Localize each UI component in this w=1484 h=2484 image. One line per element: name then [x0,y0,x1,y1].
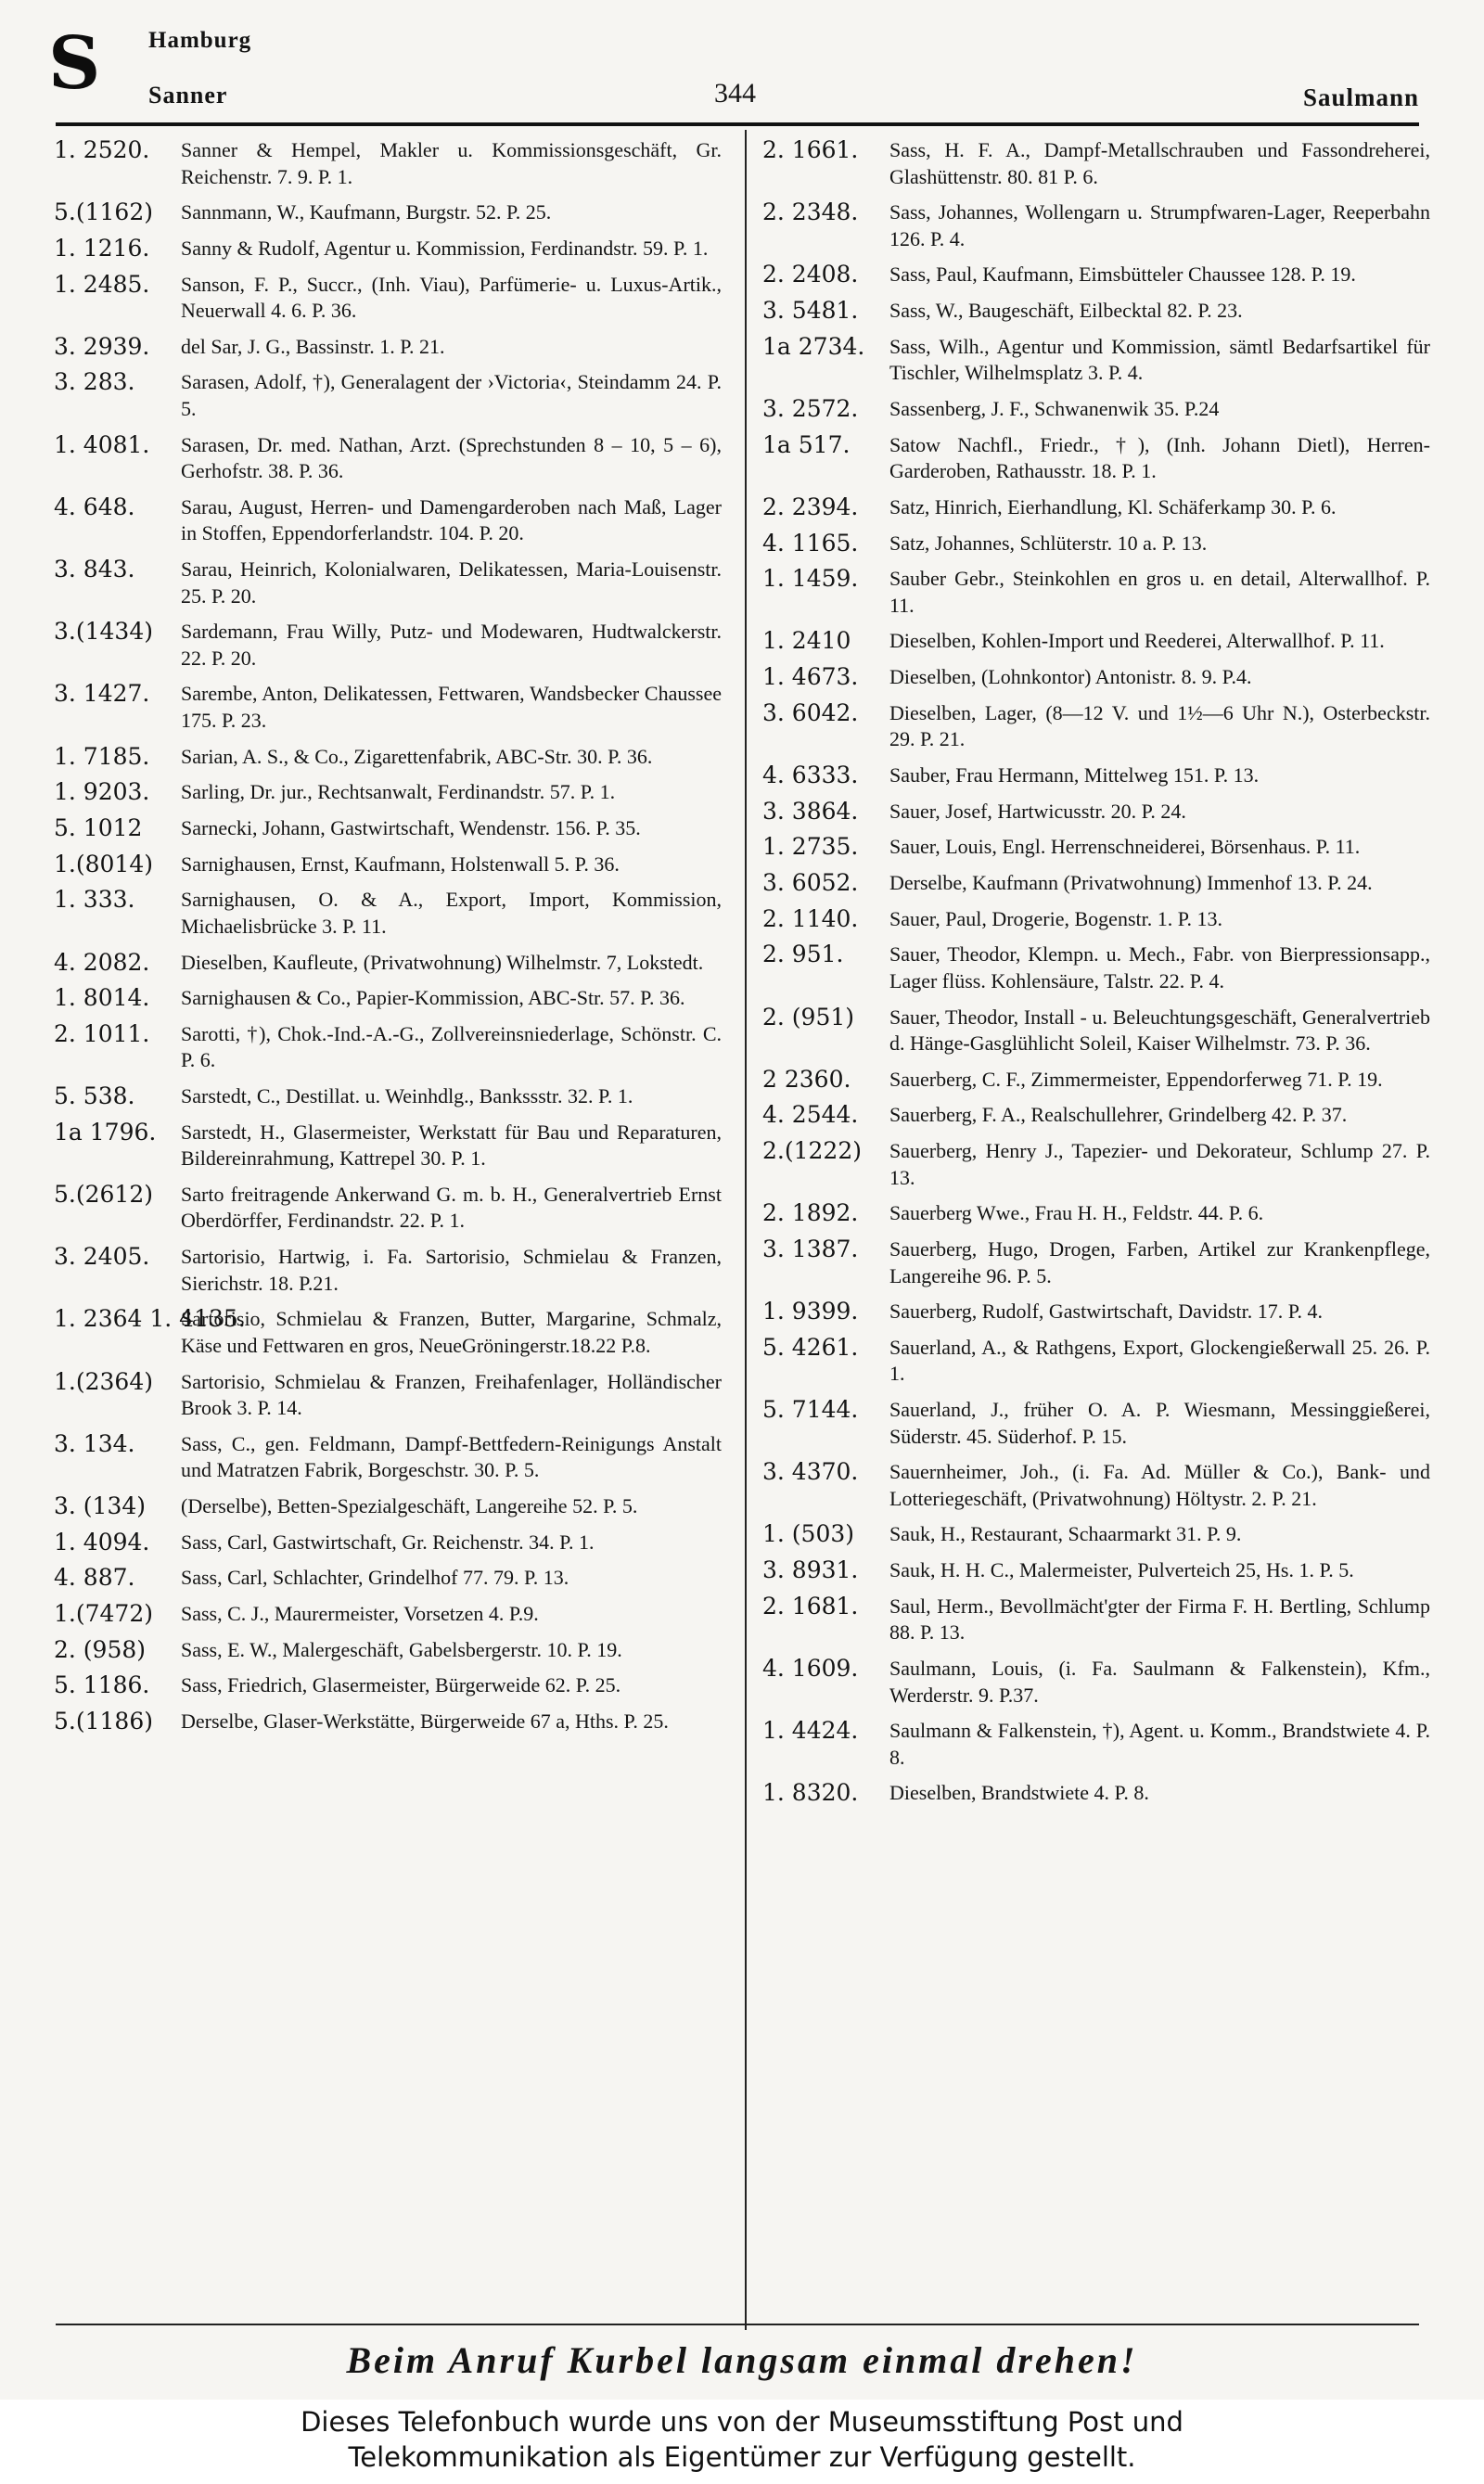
directory-entry [54,1244,722,1297]
entry-text: Sarau, Heinrich, Kolonialwaren, Delikatessen, Maria-Louisenstr. 25. P. 20. [181,557,722,608]
phone-number: 1.(8014) [54,850,153,877]
directory-entry [54,1530,722,1556]
entry-text: Sauer, Theodor, Klempn. u. Mech., Fabr. von Bierpressionsapp., Lager flüss. Kohlensäure, Talstr. 22. P. 4. [889,942,1430,992]
phone-number: 3. 283. [54,368,135,396]
directory-entry [762,262,1430,288]
phone-number: 3. 1387. [762,1236,859,1262]
right-column [762,137,1430,1816]
entry-text: Sass, Friedrich, Glasermeister, Bürgerweide 62. P. 25. [181,1673,621,1697]
phone-number: 3. 2572. [762,394,859,422]
phone-number: 1a 517. [762,430,851,458]
directory-entry [762,628,1430,655]
entry-text: Sauerberg, C. F., Zimmermeister, Eppendorferweg 71. P. 19. [889,1067,1383,1091]
phone-number: 5.(1186) [54,1708,153,1735]
phone-number: 4. 887. [54,1564,135,1592]
left-column [54,137,722,1745]
entry-text: Sarnighausen & Co., Papier-Kommission, ABC-Str. 57. P. 36. [181,986,685,1010]
directory-entry [54,137,722,190]
phone-number: 4. 648. [54,493,135,520]
directory-entry [762,1067,1430,1094]
phone-number: 1. 2364 1. 4135. [54,1305,246,1333]
phone-number: 4. 1609. [762,1655,859,1682]
phone-number: 3. 8931. [762,1556,859,1584]
directory-entry [762,1102,1430,1129]
phone-number: 3. (134) [54,1492,147,1519]
phone-number: 2. 2394. [762,493,859,520]
entry-text: Sannmann, W., Kaufmann, Burgstr. 52. P. 25. [181,200,552,224]
phone-number: 2. (958) [54,1635,147,1663]
entry-text: Derselbe, Kaufmann (Privatwohnung) Immenhof 13. P. 24. [889,871,1373,894]
phone-number: 1. 1216. [54,234,150,262]
entry-text: Sauk, H. H. C., Malermeister, Pulverteich 25, Hs. 1. P. 5. [889,1558,1354,1582]
directory-entry [762,334,1430,387]
phone-number: 1.(2364) [54,1367,153,1395]
entry-text: Sarling, Dr. jur., Rechtsanwalt, Ferdinandstr. 57. P. 1. [181,780,616,804]
directory-entry [762,1594,1430,1646]
directory-entry [54,1120,722,1172]
phone-number: 3. 4370. [762,1458,859,1486]
entry-text: (Derselbe), Betten-Spezialgeschäft, Langereihe 52. P. 5. [181,1493,638,1517]
phone-number: 3. 5481. [762,297,859,325]
phone-number: 1. 333. [54,886,135,914]
entry-text: Sarnecki, Johann, Gastwirtschaft, Wendenstr. 156. P. 35. [181,815,641,839]
phone-number: 4. 2082. [54,948,150,976]
phone-number: 1. 7185. [54,742,150,770]
directory-entry [762,531,1430,557]
footer-rule [56,2324,1419,2325]
entry-text: Sarau, August, Herren- und Damengarderoben nach Maß, Lager in Stoffen, Eppendorferlandstr. 104. P. 20. [181,494,722,545]
directory-entry [762,1138,1430,1191]
phone-number: 1. 4424. [762,1717,859,1745]
directory-entry [762,1718,1430,1771]
phone-number: 2. 2408. [762,261,859,288]
directory-entry [762,432,1430,485]
entry-text: Sarto freitragende Ankerwand G. m. b. H., Generalvertrieb Ernst Oberdörffer, Ferdinandstr. 22. P. 1. [181,1182,722,1233]
phone-number: 1. 4673. [762,663,859,691]
entry-text: Sardemann, Frau Willy, Putz- und Modewaren, Hudtwalckerstr. 22. P. 20. [181,620,722,670]
entry-text: Sauer, Josef, Hartwicusstr. 20. P. 24. [889,799,1186,823]
directory-entry [54,1182,722,1235]
directory-entry [54,494,722,547]
phone-number: 5. 4261. [762,1333,859,1361]
entry-text: Dieselben, (Lohnkontor) Antonistr. 8. 9. P.4. [889,665,1252,689]
directory-entry [54,887,722,940]
directory-entry [54,1601,722,1628]
phone-number: 2. 951. [762,941,844,968]
entry-text: Dieselben, Kohlen-Import und Reederei, Alterwallhof. P. 11. [889,629,1385,653]
phone-number: 3. 6052. [762,869,859,896]
entry-text: Sauber Gebr., Steinkohlen en gros u. en detail, Alterwallhof. P. 11. [889,567,1430,617]
directory-entry [762,396,1430,423]
directory-entry [54,1493,722,1520]
directory-entry [762,494,1430,521]
directory-entry [54,1306,722,1359]
phone-number: 2 2360. [762,1065,851,1093]
entry-text: Sauerland, J., früher O. A. P. Wiesmann, Messinggießerei, Süderstr. 45. Süderhof. P. 15. [889,1398,1430,1448]
phone-number: 4. 2544. [762,1101,859,1129]
entry-text: Sarnighausen, O. & A., Export, Import, Kommission, Michaelisbrücke 3. P. 11. [181,888,722,938]
directory-entry [762,1459,1430,1512]
directory-entry [54,199,722,226]
phone-number: 3. 2939. [54,332,150,360]
phone-number: 1. 2520. [54,136,150,163]
entry-text: Saulmann & Falkenstein, †), Agent. u. Komm., Brandstwiete 4. P. 8. [889,1719,1430,1769]
entry-text: Sarotti, †), Chok.-Ind.-A.-G., Zollvereinsniederlage, Schönstr. C. P. 6. [181,1021,722,1072]
phone-number: 1. 9203. [54,778,150,806]
entry-text: Satz, Johannes, Schlüterstr. 10 a. P. 13. [889,531,1208,555]
entry-text: Sartorisio, Hartwig, i. Fa. Sartorisio, Schmielau & Franzen, Sierichstr. 18. P.21. [181,1245,722,1295]
directory-entry [762,1780,1430,1807]
phone-number: 2. 1892. [762,1199,859,1227]
directory-entry [54,1083,722,1110]
directory-entry [762,906,1430,933]
phone-number: 1. 8014. [54,984,150,1012]
directory-entry [762,834,1430,861]
directory-entry [762,941,1430,994]
first-name-guide: Sanner [148,82,228,109]
phone-number: 3. 134. [54,1429,135,1457]
city-heading: Hamburg [148,28,252,53]
directory-entry [54,681,722,734]
entry-text: Sarembe, Anton, Delikatessen, Fettwaren, Wandsbecker Chaussee 175. P. 23. [181,682,722,732]
directory-entry [762,664,1430,691]
directory-entry [54,272,722,325]
entry-text: Sartorisio, Schmielau & Franzen, Butter, Margarine, Schmalz, Käse und Fettwaren en gros, NeueGröningerstr.18.22 P.8. [181,1307,722,1357]
entry-text: Sauk, H., Restaurant, Schaarmarkt 31. P. 9. [889,1522,1242,1546]
entry-text: Sauerberg, F. A., Realschullehrer, Grindelberg 42. P. 37. [889,1103,1348,1127]
entry-text: Sass, Wilh., Agentur und Kommission, sämtl Bedarfsartikel für Tischler, Wilhelmsplatz 3. P. 4. [889,334,1430,385]
phone-number: 1. 4094. [54,1528,150,1556]
directory-entry [54,1431,722,1484]
directory-entry [54,369,722,422]
phone-number: 2. 1140. [762,904,859,932]
directory-entry [54,334,722,361]
directory-entry [54,1565,722,1592]
section-letter: S [48,21,101,106]
directory-entry [54,1369,722,1422]
directory-entry [54,815,722,842]
entry-text: Sassenberg, J. F., Schwanenwik 35. P.24 [889,396,1220,420]
last-name-guide: Saulmann [1302,83,1419,111]
entry-text: Sanny & Rudolf, Agentur u. Kommission, Ferdinandstr. 59. P. 1. [181,236,709,260]
entry-text: Sass, Johannes, Wollengarn u. Strumpfwaren-Lager, Reeperbahn 126. P. 4. [889,200,1430,250]
entry-text: Sass, E. W., Malergeschäft, Gabelsbergerstr. 10. P. 19. [181,1637,622,1661]
entry-text: Sass, Carl, Schlachter, Grindelhof 77. 79. P. 13. [181,1566,569,1590]
directory-entry [54,432,722,485]
phone-number: 3. 2405. [54,1243,150,1271]
entry-text: Sarasen, Adolf, †), Generalagent der ›Victoria‹, Steindamm 24. P. 5. [181,370,722,420]
directory-entry [762,1557,1430,1584]
phone-number: 5. 1186. [54,1671,150,1699]
column-divider [745,130,747,2330]
entry-text: Sarstedt, H., Glasermeister, Werkstatt für Bau und Reparaturen, Bildereinrahmung, Kattrepel 30. P. 1. [181,1120,722,1171]
phone-number: 4. 1165. [762,529,859,557]
phone-number: 5. 538. [54,1082,135,1110]
directory-entry [762,1236,1430,1289]
directory-entry [762,1005,1430,1057]
entry-text: Sauber, Frau Hermann, Mittelweg 151. P. 13. [889,762,1260,787]
entry-text: Dieselben, Lager, (8—12 V. und 1½—6 Uhr N.), Osterbeckstr. 29. P. 21. [889,700,1430,751]
notice-line-2: Telekommunikation als Eigentümer zur Verfügung gestellt. [348,2441,1136,2473]
entry-text: Sauerberg, Hugo, Drogen, Farben, Artikel zur Krankenpflege, Langereihe 96. P. 5. [889,1237,1430,1287]
directory-entry [54,1637,722,1664]
phone-number: 1. 4081. [54,430,150,458]
entry-text: Sauerberg Wwe., Frau H. H., Feldstr. 44. P. 6. [889,1201,1264,1225]
phone-number: 1. (503) [762,1520,855,1548]
entry-text: Sass, C. J., Maurermeister, Vorsetzen 4. P.9. [181,1601,539,1625]
phone-number: 2. 2348. [762,198,859,226]
directory-entry [54,744,722,771]
phone-number: 1. 2485. [54,270,150,298]
directory-entry [762,566,1430,619]
entry-text: Sauer, Paul, Drogerie, Bogenstr. 1. P. 13. [889,906,1223,930]
directory-entry [54,236,722,262]
entry-text: Sarstedt, C., Destillat. u. Weinhdlg., Bankssstr. 32. P. 1. [181,1084,633,1108]
phone-number: 1.(7472) [54,1599,153,1627]
entry-text: Sass, C., gen. Feldmann, Dampf-Bettfedern-Reinigungs Anstalt und Matratzen Fabrik, Borgeschstr. 30. P. 5. [181,1431,722,1482]
directory-entry [54,1672,722,1699]
directory-entry [762,137,1430,190]
phone-number: 1. 1459. [762,565,859,593]
phone-number: 1. 2410 [762,627,851,655]
phone-number: 1. 2735. [762,833,859,861]
entry-text: Sanson, F. P., Succr., (Inh. Viau), Parfümerie- u. Luxus-Artik., Neuerwall 4. 6. P. 36. [181,272,722,323]
directory-entry [54,1709,722,1735]
entry-text: Sarnighausen, Ernst, Kaufmann, Holstenwall 5. P. 36. [181,851,620,876]
entry-text: Sass, Carl, Gastwirtschaft, Gr. Reichenstr. 34. P. 1. [181,1530,595,1554]
directory-entry [762,1521,1430,1548]
entry-text: Sartorisio, Schmielau & Franzen, Freihafenlager, Holländischer Brook 3. P. 14. [181,1369,722,1419]
entry-text: Dieselben, Kaufleute, (Privatwohnung) Wilhelmstr. 7, Lokstedt. [181,950,704,974]
entry-text: Sauerland, A., & Rathgens, Export, Glockengießerwall 25. 26. P. 1. [889,1335,1430,1386]
directory-entry [54,985,722,1012]
phone-number: 2. (951) [762,1003,855,1031]
directory-entry [762,298,1430,325]
phone-number: 1. 9399. [762,1298,859,1325]
page-number: 344 [714,78,756,109]
ownership-notice [0,2400,1484,2484]
directory-entry [762,799,1430,826]
phone-number: 3. 3864. [762,797,859,825]
directory-entry [54,557,722,609]
entry-text: del Sar, J. G., Bassinstr. 1. P. 21. [181,334,445,358]
phone-number: 5.(1162) [54,198,153,226]
directory-entry [762,1656,1430,1709]
entry-text: Derselbe, Glaser-Werkstätte, Bürgerweide 67 a, Hths. P. 25. [181,1709,669,1733]
entry-text: Sauer, Louis, Engl. Herrenschneiderei, Börsenhaus. P. 11. [889,835,1361,859]
phone-number: 5. 1012 [54,813,143,841]
phone-number: 2. 1661. [762,136,859,163]
directory-entry [762,1299,1430,1325]
phone-number: 2.(1222) [762,1137,862,1165]
directory-entry [54,851,722,878]
phone-number: 5. 7144. [762,1396,859,1424]
directory-entry [762,870,1430,897]
phone-number: 4. 6333. [762,761,859,788]
notice-line-1: Dieses Telefonbuch wurde uns von der Museumsstiftung Post und [301,2406,1183,2438]
phone-number: 1a 1796. [54,1118,157,1146]
entry-text: Sanner & Hempel, Makler u. Kommissionsgeschäft, Gr. Reichenstr. 7. 9. P. 1. [181,138,722,188]
directory-entry [54,779,722,806]
directory-entry [762,1335,1430,1388]
phone-number: 1a 2734. [762,332,865,360]
directory-entry [762,700,1430,753]
entry-text: Saulmann, Louis, (i. Fa. Saulmann & Falkenstein), Kfm., Werderstr. 9. P.37. [889,1657,1430,1707]
phone-number: 2. 1681. [762,1592,859,1620]
directory-entry [762,762,1430,789]
directory-entry [54,950,722,977]
entry-text: Sass, H. F. A., Dampf-Metallschrauben und Fassondreherei, Glashüttenstr. 80. 81 P. 6. [889,138,1430,188]
phone-number: 3.(1434) [54,618,153,646]
directory-entry [762,1397,1430,1450]
entry-text: Satz, Hinrich, Eierhandlung, Kl. Schäferkamp 30. P. 6. [889,494,1337,519]
entry-text: Dieselben, Brandstwiete 4. P. 8. [889,1781,1149,1805]
entry-text: Sauerberg, Henry J., Tapezier- und Dekorateur, Schlump 27. P. 13. [889,1139,1430,1189]
phone-number: 5.(2612) [54,1180,153,1208]
footer-slogan: Beim Anruf Kurbel langsam einmal drehen! [346,2339,1138,2381]
directory-entry [762,1200,1430,1227]
entry-text: Sass, W., Baugeschäft, Eilbecktal 82. P. 23. [889,299,1243,323]
phone-number: 3. 1427. [54,680,150,708]
directory-entry [54,1021,722,1074]
entry-text: Saul, Herm., Bevollmächt'gter der Firma F. H. Bertling, Schlump 88. P. 13. [889,1594,1430,1645]
header-rule [56,122,1419,126]
entry-text: Satow Nachfl., Friedr., †), (Inh. Johann Dietl), Herren-Garderoben, Rathausstr. 18. P. 1. [889,432,1430,483]
entry-text: Sauernheimer, Joh., (i. Fa. Ad. Müller & Co.), Bank- und Lotteriegeschäft, (Privatwohnung) Höltystr. 2. P. 21. [889,1460,1430,1510]
directory-entry [54,619,722,672]
entry-text: Sarasen, Dr. med. Nathan, Arzt. (Sprechstunden 8 – 10, 5 – 6), Gerhofstr. 38. P. 36. [181,432,722,483]
entry-text: Sauerberg, Rudolf, Gastwirtschaft, Davidstr. 17. P. 4. [889,1300,1324,1324]
directory-entry [762,199,1430,252]
phone-number: 1. 8320. [762,1779,859,1807]
entry-text: Sauer, Theodor, Install - u. Beleuchtungsgeschäft, Generalvertrieb d. Hänge-Gasglühlicht Soleil, Kaiser Wilhelmstr. 73. P. 36. [889,1005,1430,1056]
entry-text: Sass, Paul, Kaufmann, Eimsbütteler Chaussee 128. P. 19. [889,262,1356,287]
phone-number: 3. 6042. [762,698,859,726]
phone-number: 2. 1011. [54,1019,150,1047]
phone-number: 3. 843. [54,556,135,583]
entry-text: Sarian, A. S., & Co., Zigarettenfabrik, ABC-Str. 30. P. 36. [181,744,653,768]
